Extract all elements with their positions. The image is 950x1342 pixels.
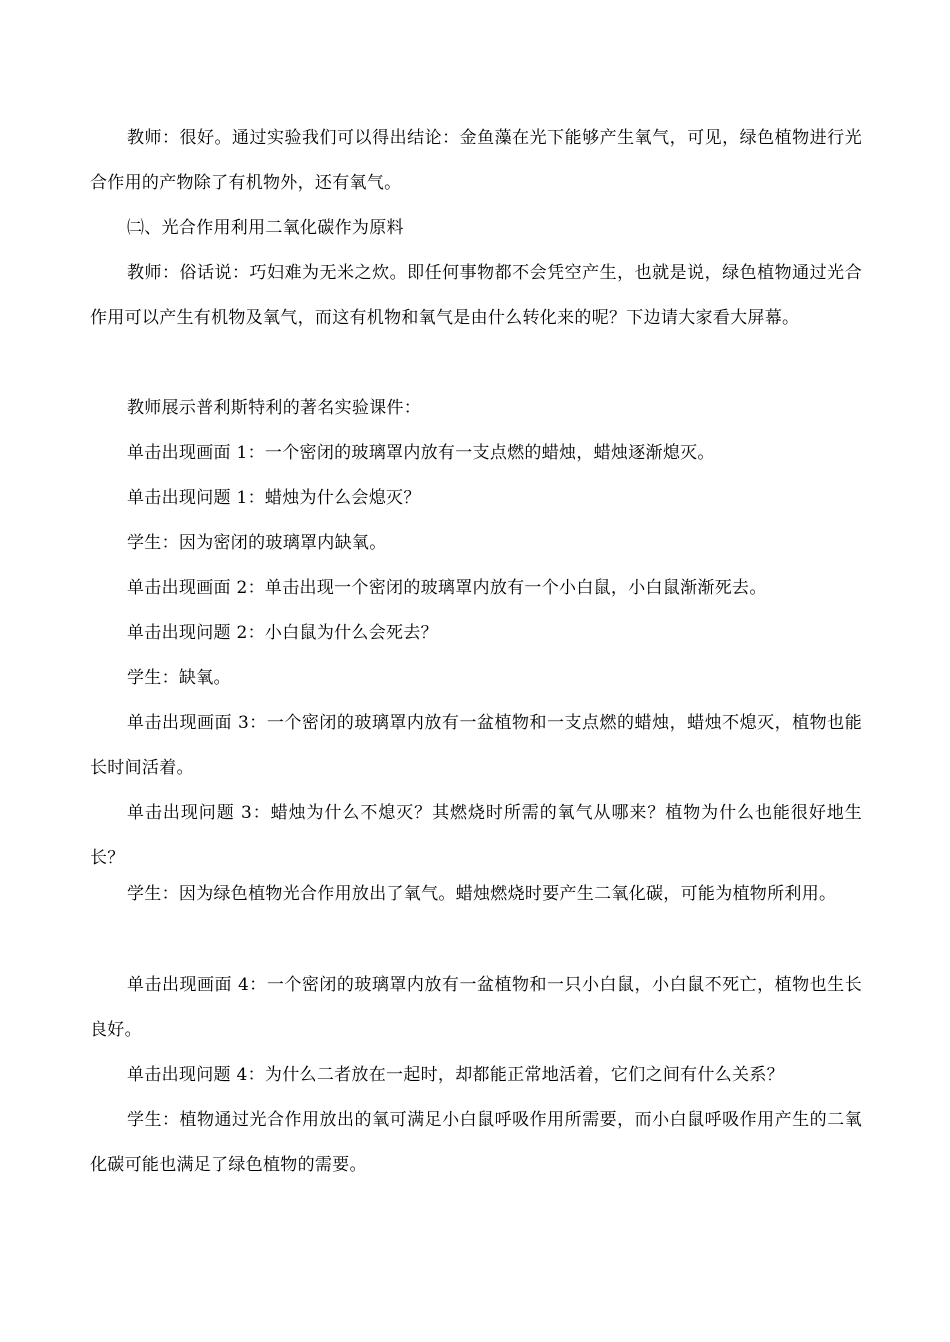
- paragraph-student-answer-1: 学生：因为密闭的玻璃罩内缺氧。: [127, 533, 387, 553]
- paragraph-scene-1: 单击出现画面 1：一个密闭的玻璃罩内放有一支点燃的蜡烛，蜡烛逐渐熄灭。: [127, 443, 715, 463]
- paragraph-question-3: 单击出现问题 3：蜡烛为什么不熄灭？其燃烧时所需的氧气从哪来？植物为什么也能很好地生长？: [90, 803, 862, 868]
- paragraph-courseware-intro: 教师展示普利斯特利的著名实验课件：: [127, 398, 422, 418]
- paragraph-question-1: 单击出现问题 1：蜡烛为什么会熄灭？: [127, 488, 421, 508]
- paragraph-student-answer-4: 学生：植物通过光合作用放出的氧可满足小白鼠呼吸作用所需要，而小白鼠呼吸作用产生的二氧化碳可能也满足了绿色植物的需要。: [90, 1110, 862, 1175]
- paragraph-scene-2: 单击出现画面 2：单击出现一个密闭的玻璃罩内放有一个小白鼠，小白鼠渐渐死去。: [127, 578, 767, 598]
- section-heading-co2: ㈡、光合作用利用二氧化碳作为原料: [127, 218, 404, 238]
- paragraph-student-answer-2: 学生：缺氧。: [127, 668, 231, 688]
- paragraph-question-2: 单击出现问题 2：小白鼠为什么会死去？: [127, 623, 438, 643]
- paragraph-student-answer-3: 学生：因为绿色植物光合作用放出了氧气。蜡烛燃烧时要产生二氧化碳，可能为植物所利用。: [127, 884, 837, 904]
- paragraph-teacher-proverb: 教师：俗话说：巧妇难为无米之炊。即任何事物都不会凭空产生，也就是说，绿色植物通过光合作用可以产生有机物及氧气，而这有机物和氧气是由什么转化来的呢？下边请大家看大屏幕。: [90, 263, 862, 328]
- paragraph-question-4: 单击出现问题 4：为什么二者放在一起时，却都能正常地活着，它们之间有什么关系？: [127, 1065, 784, 1085]
- paragraph-scene-4: 单击出现画面 4：一个密闭的玻璃罩内放有一盆植物和一只小白鼠，小白鼠不死亡，植物也生长良好。: [90, 975, 862, 1040]
- paragraph-scene-3: 单击出现画面 3：一个密闭的玻璃罩内放有一盆植物和一支点燃的蜡烛，蜡烛不熄灭，植物也能长时间活着。: [90, 713, 862, 778]
- paragraph-teacher-conclusion: 教师：很好。通过实验我们可以得出结论：金鱼藻在光下能够产生氧气，可见，绿色植物进行光合作用的产物除了有机物外，还有氧气。: [90, 128, 862, 193]
